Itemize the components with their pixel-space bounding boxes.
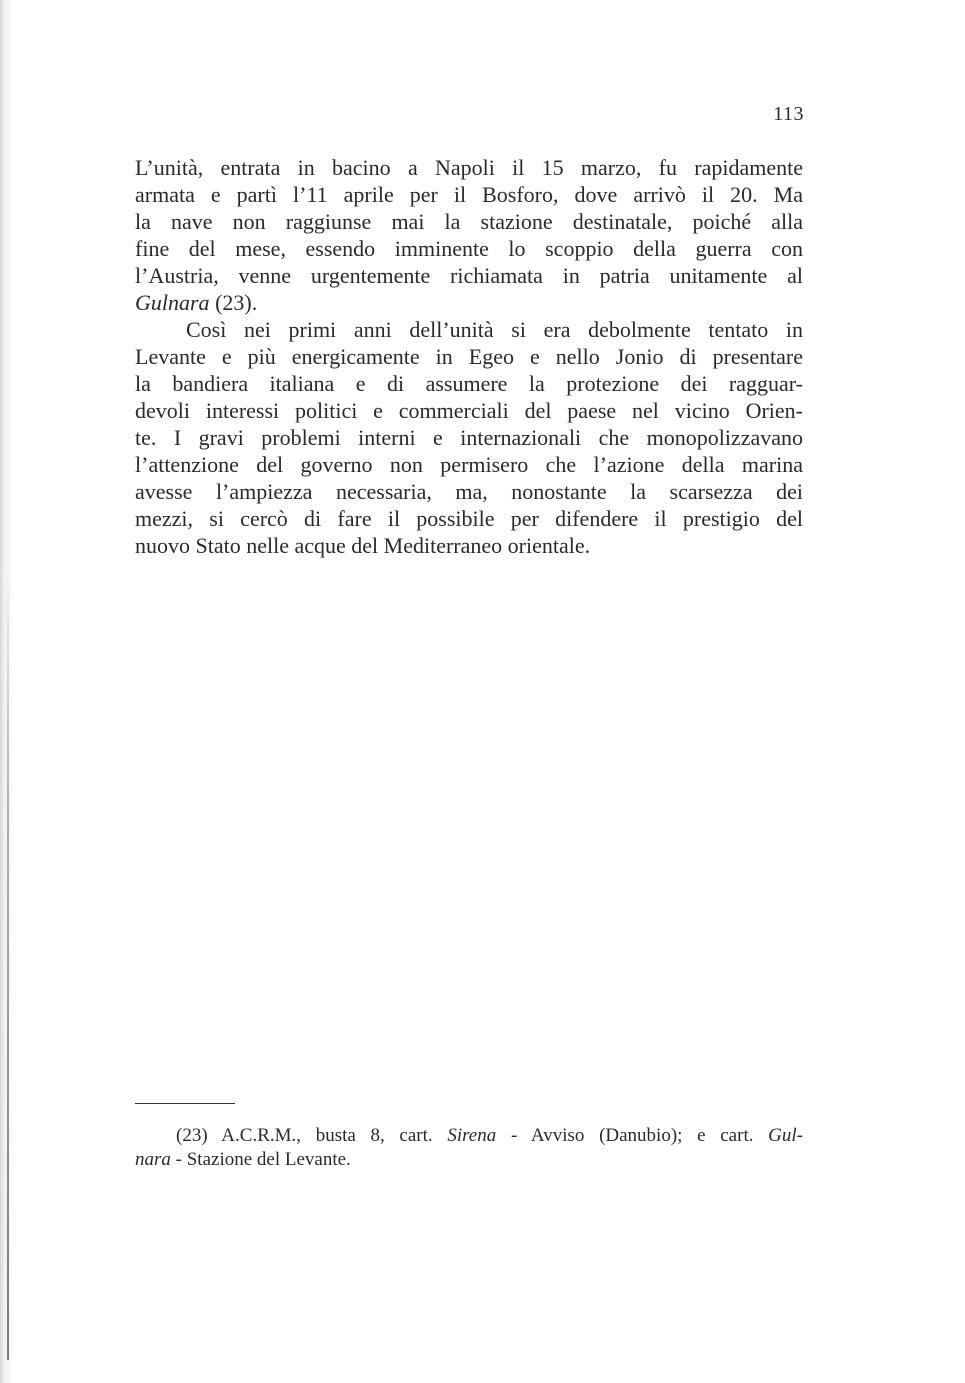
ship-name-gulnara: Gulnara (135, 290, 210, 315)
footnote-text: (23) A.C.R.M., busta 8, cart. (176, 1125, 448, 1146)
footnote-line (135, 1148, 803, 1172)
text-line: fine del mese, essendo imminente lo scoppio della guerra con (135, 236, 803, 261)
text-line: avesse l’ampiezza necessaria, ma, nonostante la scarsezza dei (135, 479, 803, 504)
text-line: te. I gravi problemi interni e internazionali che monopolizzavano (135, 425, 803, 450)
text-line: l’attenzione del governo non permisero che l’azione della marina (135, 452, 803, 477)
text-line: devoli interessi politici e commerciali del paese nel vicino Orien- (135, 398, 803, 423)
text-line: la bandiera italiana e di assumere la protezione dei ragguar- (135, 371, 803, 396)
text-line: nuovo Stato nelle acque del Mediterraneo orientale. (135, 533, 591, 558)
text-line: armata e partì l’11 aprile per il Bosforo, dove arrivò il 20. Ma (135, 182, 803, 207)
page-number: 113 (773, 103, 804, 125)
footnote-text: - Stazione del Levante. (170, 1149, 351, 1170)
footnote-italic: nara (135, 1149, 171, 1170)
text-line: Così nei primi anni dell’unità si era debolmente tentato in (186, 317, 803, 342)
footnote-reference: (23). (209, 290, 258, 315)
text-line: Levante e più energicamente in Egeo e nello Jonio di presentare (135, 344, 803, 369)
text-line: mezzi, si cercò di fare il possibile per difendere il prestigio del (135, 506, 803, 531)
footnote-line (176, 1124, 803, 1148)
footnote-text: - Avviso (Danubio); e cart. (496, 1125, 769, 1146)
footnote-separator (135, 1103, 235, 1104)
text-line: la nave non raggiunse mai la stazione destinatale, poiché alla (135, 209, 803, 234)
footnote-italic: Gul- (768, 1125, 803, 1146)
text-line: L’unità, entrata in bacino a Napoli il 15 marzo, fu rapidamente (135, 155, 803, 180)
binding-shadow-line (7, 560, 9, 1360)
footnote-italic: Sirena (447, 1125, 497, 1146)
text-line (135, 289, 803, 316)
text-line: l’Austria, venne urgentemente richiamata in patria unitamente al (135, 263, 803, 288)
